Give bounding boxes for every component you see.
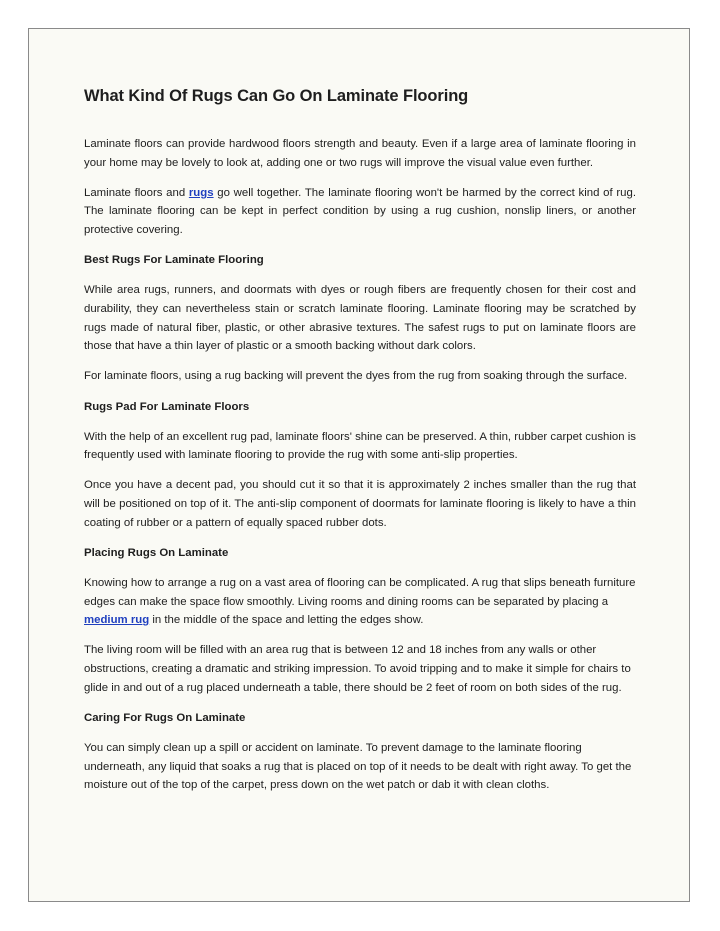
rugs-link[interactable]: rugs (188, 186, 214, 199)
living-room-paragraph: The living room will be filled with an area rug that is between 12 and 18 inches from any walls or other obstructions, creating a dramatic and striking impression. To avoid tripping and to make it simple for chairs to glide in and out of a rug placed underneath a table, there should be 2 feet of room on both sides of the rug. (84, 644, 631, 694)
medium-rug-link[interactable]: medium rug (84, 614, 150, 627)
text-run: Laminate floors and (84, 186, 189, 199)
section-heading-caring: Caring For Rugs On Laminate (84, 711, 246, 724)
document-title: What Kind Of Rugs Can Go On Laminate Flooring (84, 87, 469, 105)
text-run: go well together. The laminate flooring won't be harmed by the correct kind of rug. The laminate flooring can be kept in perfect condition by using a rug cushion, nonslip liners, or another protective covering. (84, 186, 636, 236)
caring-paragraph: You can simply clean up a spill or accident on laminate. To prevent damage to the laminate flooring underneath, any liquid that soaks a rug that is placed on top of it needs to be dealt with right away. To get the moisture out of the top of the carpet, press down on the wet patch or dab it with clean cloths. (84, 741, 632, 792)
best-rugs-paragraph: While area rugs, runners, and doormats with dyes or rough fibers are frequently chosen for their cost and durability, they can nevertheless stain or scratch laminate flooring. Laminate flooring may be scratched by rugs made of natural fiber, plastic, or other abrasive textures. The safest rugs to put on laminate floors are those that have a thin layer of plastic or a smooth backing without dark colors. (84, 284, 636, 353)
rugs-paragraph (84, 184, 636, 240)
section-heading-best-rugs: Best Rugs For Laminate Flooring (84, 254, 264, 267)
text-run: Knowing how to arrange a rug on a vast area of flooring can be complicated. A rug that slips beneath furniture edges can make the space flow smoothly. Living rooms and dining rooms can be separated by placing a (84, 577, 636, 608)
rug-pad-paragraph: With the help of an excellent rug pad, laminate floors' shine can be preserved. A thin, rubber carpet cushion is frequently used with laminate flooring to provide the rug with some anti-slip properties. (84, 430, 636, 462)
placing-paragraph (84, 574, 636, 630)
text-run: in the middle of the space and letting the edges show. (149, 614, 424, 627)
section-heading-placing: Placing Rugs On Laminate (84, 546, 229, 559)
section-heading-rug-pad: Rugs Pad For Laminate Floors (84, 400, 250, 413)
rug-backing-paragraph: For laminate floors, using a rug backing will prevent the dyes from the rug from soaking through the surface. (84, 370, 628, 383)
document-body (84, 84, 636, 806)
pad-cutting-paragraph: Once you have a decent pad, you should cut it so that it is approximately 2 inches smaller than the rug that will be positioned on top of it. The anti-slip component of doormats for laminate flooring is likely to have a thin coating of rubber or a pattern of equally spaced rubber dots. (84, 479, 636, 529)
intro-paragraph: Laminate floors can provide hardwood floors strength and beauty. Even if a large area of laminate flooring in your home may be lovely to look at, adding one or two rugs will improve the visual value even further. (84, 138, 636, 169)
